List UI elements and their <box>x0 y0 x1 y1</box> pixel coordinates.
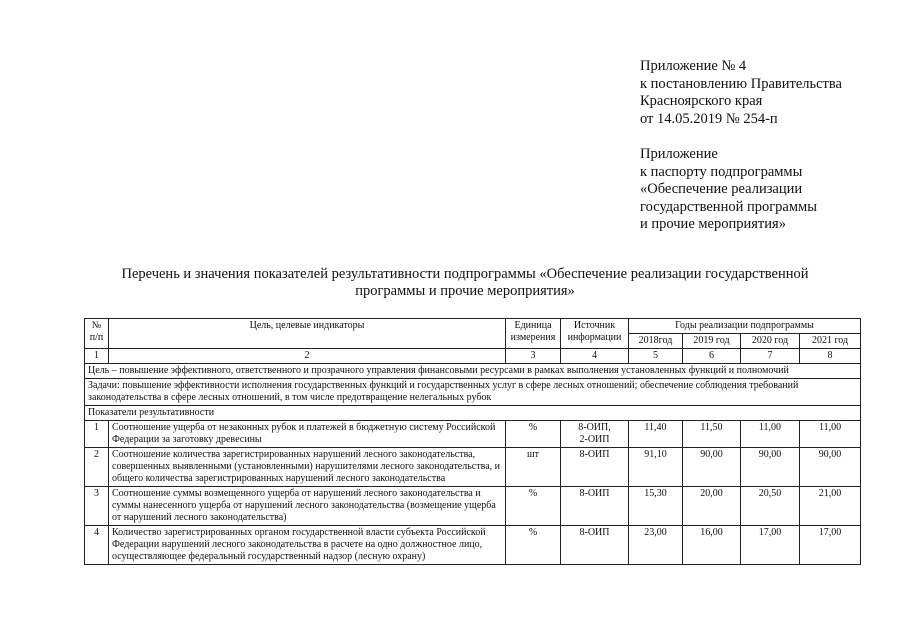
annex-sub-line: государственной программы <box>640 198 817 215</box>
task-text: Задачи: повышение эффективности исполнения государственных функций и государственных услуг в сфере лесных отношений; обеспечение соблюдения требований законодательства в сфере лесных отношений, в том числе предотвращение нелегальных рубок <box>85 379 861 406</box>
header-year: 2021 год <box>800 334 861 349</box>
header-year: 2018год <box>629 334 683 349</box>
table-row <box>85 448 861 487</box>
annex-main-line: Приложение № 4 <box>640 58 747 74</box>
column-number: 6 <box>683 349 741 364</box>
annex-main-line: Красноярского края <box>640 93 763 109</box>
column-number: 1 <box>85 349 109 364</box>
header-goal: Цель, целевые индикаторы <box>109 319 506 349</box>
annex-main-line: от 14.05.2019 № 254-п <box>640 110 778 127</box>
annex-sub-line: к паспорту подпрограммы <box>640 163 803 180</box>
header-unit-line1: Единица <box>514 320 552 331</box>
value-2021: 17,00 <box>800 526 861 565</box>
column-number: 7 <box>741 349 800 364</box>
indicator-name: Количество зарегистрированных органом государственной власти субъекта Российской Федерации нарушений лесного законодательства в расчете на одно должностное лицо, осуществляющее федеральный государственный надзор (лесную охрану) <box>109 526 506 565</box>
header-year: 2020 год <box>741 334 800 349</box>
indicators-label: Показатели результативности <box>85 406 861 421</box>
goal-row <box>85 364 861 379</box>
indicator-source <box>561 448 629 487</box>
indicator-name: Соотношение количества зарегистрированных нарушений лесного законодательства, совершенных выявленными (установленными) нарушителями лесного законодательства, и общего количества зарегистрированных нарушений лесного законодательства <box>109 448 506 487</box>
header-years-group: Годы реализации подпрограммы <box>629 319 861 334</box>
header-unit-line2: измерения <box>510 332 556 343</box>
header-unit <box>506 319 561 349</box>
document-title <box>95 266 835 300</box>
value-2021: 21,00 <box>800 487 861 526</box>
header-number-line1: № <box>91 320 102 331</box>
indicator-source-line1: 8-ОИП, <box>578 422 611 433</box>
value-2019: 16,00 <box>683 526 741 565</box>
value-2020: 20,50 <box>741 487 800 526</box>
header-source <box>561 319 629 349</box>
value-2021: 11,00 <box>800 421 861 448</box>
table-row <box>85 526 861 565</box>
row-number: 3 <box>85 487 109 526</box>
row-number: 4 <box>85 526 109 565</box>
header-year: 2019 год <box>683 334 741 349</box>
indicator-source <box>561 421 629 448</box>
table-row <box>85 487 861 526</box>
header-number <box>85 319 109 349</box>
value-2020: 90,00 <box>741 448 800 487</box>
column-number: 3 <box>506 349 561 364</box>
row-number: 1 <box>85 421 109 448</box>
column-number: 4 <box>561 349 629 364</box>
header-source-line2: информации <box>567 332 622 343</box>
column-number: 2 <box>109 349 506 364</box>
value-2021: 90,00 <box>800 448 861 487</box>
indicator-unit: % <box>506 487 561 526</box>
header-number-line2: п/п <box>89 332 104 343</box>
row-number: 2 <box>85 448 109 487</box>
document-title-line2: программы и прочие мероприятия» <box>355 283 575 299</box>
annex-sub-line: «Обеспечение реализации <box>640 181 803 197</box>
indicator-source-line1: 8-ОИП <box>579 527 610 538</box>
indicators-table <box>84 318 861 565</box>
value-2019: 11,50 <box>683 421 741 448</box>
indicator-unit: шт <box>506 448 561 487</box>
goal-text: Цель – повышение эффективного, ответственного и прозрачного управления финансовыми ресурсами в рамках выполнения установленных функций и полномочий <box>85 364 861 379</box>
value-2020: 11,00 <box>741 421 800 448</box>
value-2018: 15,30 <box>629 487 683 526</box>
annex-sub-line: и прочие мероприятия» <box>640 216 786 232</box>
indicator-name: Соотношение суммы возмещенного ущерба от нарушений лесного законодательства и суммы нанесенного ущерба от нарушений лесного законодательства (возмещение ущерба от нарушений лесного законодательства) <box>109 487 506 526</box>
indicator-unit: % <box>506 526 561 565</box>
indicator-source-line2: 2-ОИП <box>579 434 610 445</box>
task-row <box>85 379 861 406</box>
value-2019: 90,00 <box>683 448 741 487</box>
annex-sub-line: Приложение <box>640 146 718 162</box>
value-2019: 20,00 <box>683 487 741 526</box>
annex-reference-sub <box>640 146 890 234</box>
indicators-label-row <box>85 406 861 421</box>
value-2020: 17,00 <box>741 526 800 565</box>
annex-main-line: к постановлению Правительства <box>640 75 842 92</box>
column-number: 8 <box>800 349 861 364</box>
document-title-line1: Перечень и значения показателей результативности подпрограммы «Обеспечение реализации государственной <box>121 266 809 282</box>
annex-reference-main <box>640 58 890 128</box>
indicator-source-line1: 8-ОИП <box>579 488 610 499</box>
value-2018: 91,10 <box>629 448 683 487</box>
table-row <box>85 421 861 448</box>
indicator-name: Соотношение ущерба от незаконных рубок и платежей в бюджетную систему Российской Федерации за заготовку древесины <box>109 421 506 448</box>
header-source-line1: Источник <box>573 320 616 331</box>
indicator-unit: % <box>506 421 561 448</box>
value-2018: 11,40 <box>629 421 683 448</box>
indicator-source-line1: 8-ОИП <box>579 449 610 460</box>
column-number: 5 <box>629 349 683 364</box>
value-2018: 23,00 <box>629 526 683 565</box>
table-header-row <box>85 319 861 334</box>
indicator-source <box>561 526 629 565</box>
column-numbers-row <box>85 349 861 364</box>
indicator-source <box>561 487 629 526</box>
